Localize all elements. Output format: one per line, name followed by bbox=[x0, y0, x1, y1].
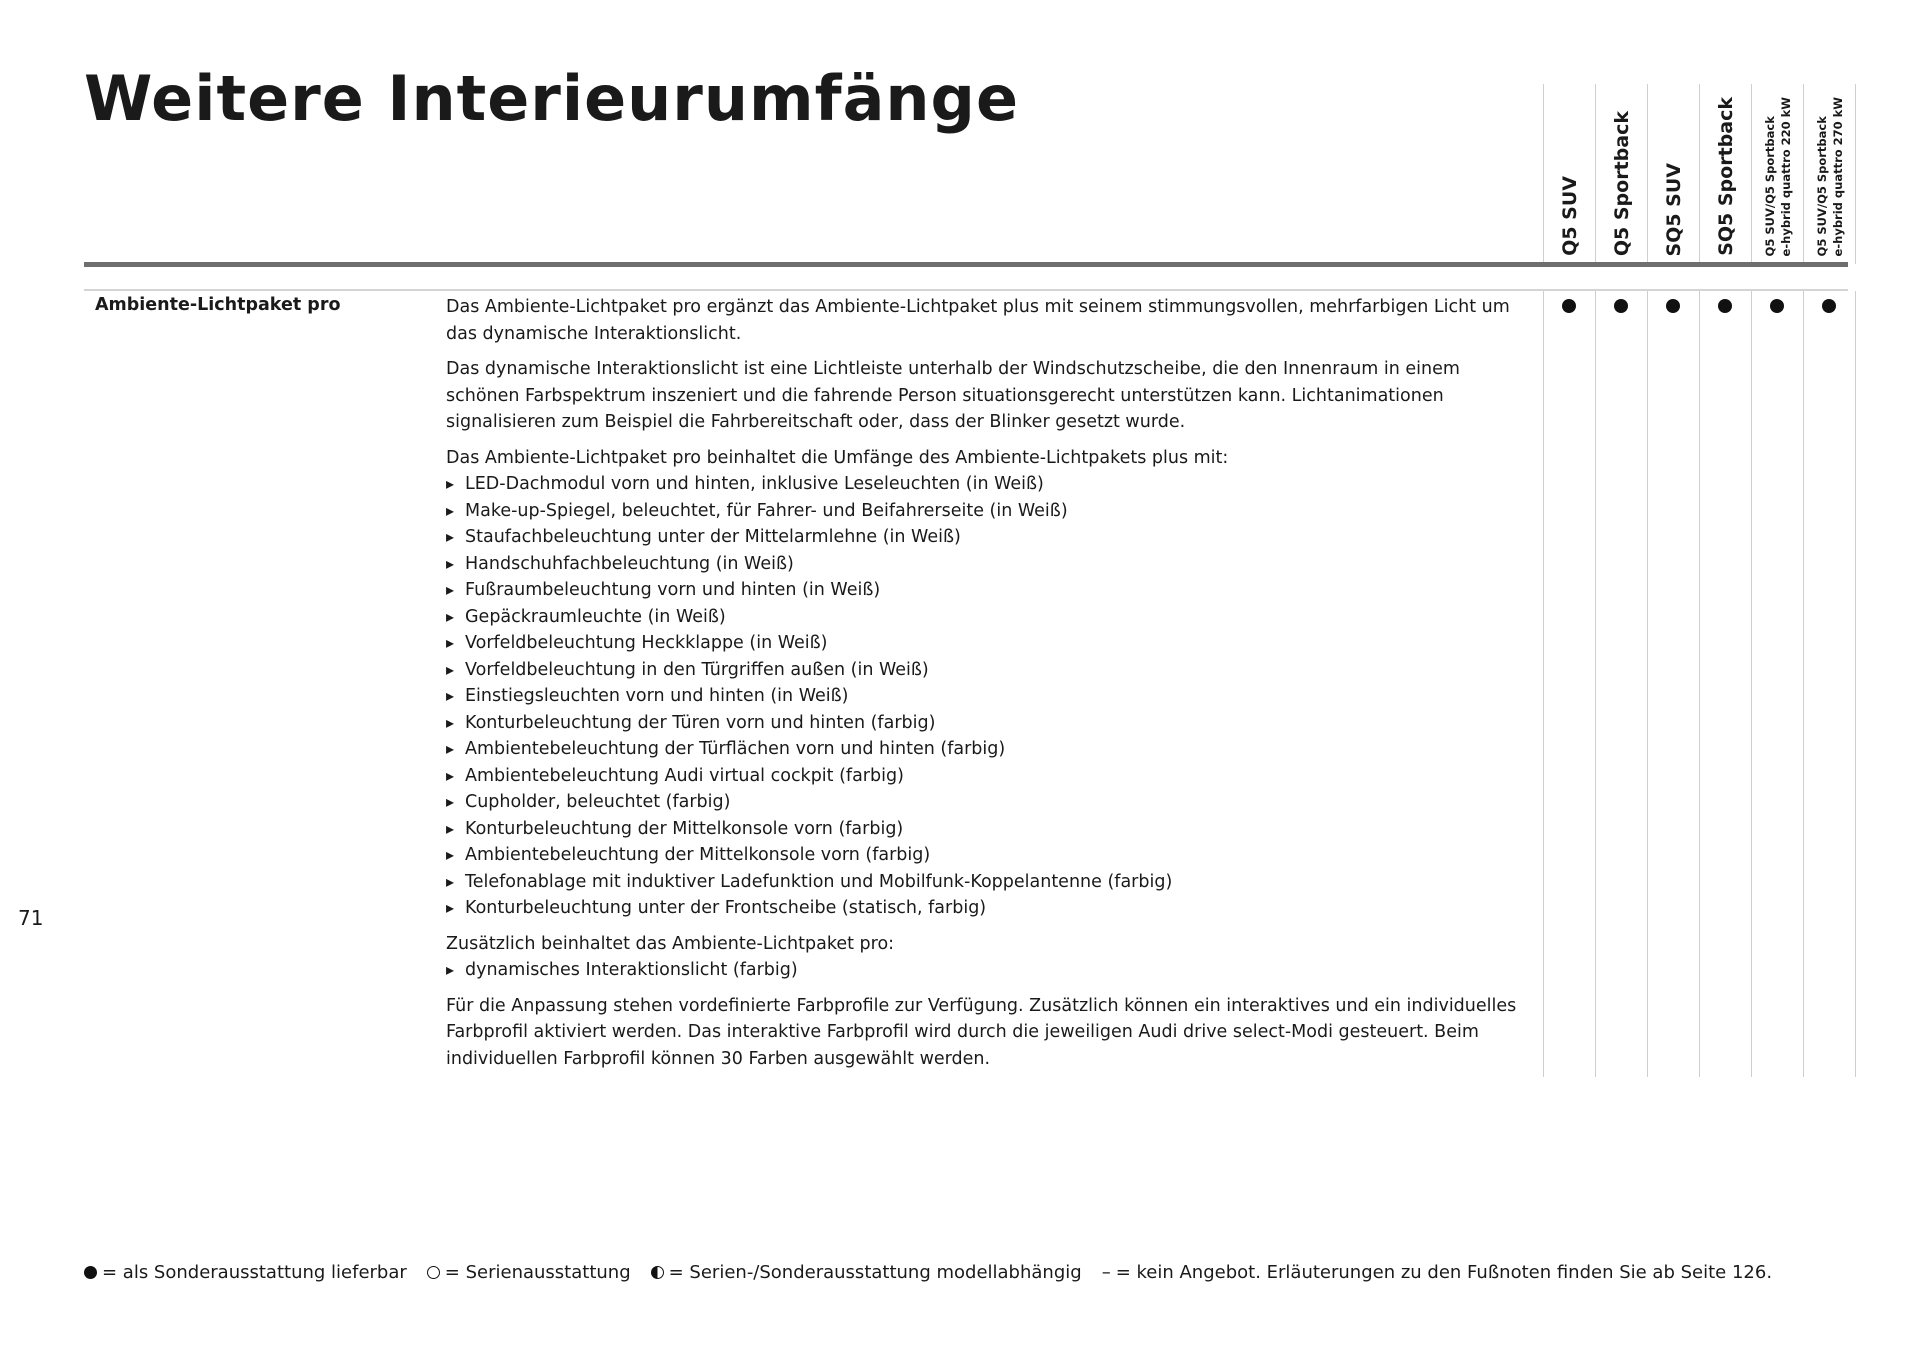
additional-intro: Zusätzlich beinhaltet das Ambiente-Lichtpaket pro: bbox=[446, 933, 895, 954]
availability-dot-sq5-suv bbox=[1666, 299, 1680, 313]
column-divider bbox=[1855, 291, 1856, 1077]
list-item: ▸ Staufachbeleuchtung unter der Mittelarmlehne (in Weiß) bbox=[446, 524, 1528, 551]
closing-paragraph: Für die Anpassung stehen vordefinierte Farbprofile zur Verfügung. Zusätzlich können ein interaktives und ein individuelles Farbprofil aktiviert werden. Das interaktive Farbprofil wird durch die jeweiligen Audi drive select-Modi gesteuert. Beim individuellen Farbprofil können 30 Farben ausgewählt werden. bbox=[446, 995, 1517, 1069]
availability-dot-q5-sportback bbox=[1614, 299, 1628, 313]
dash-icon: – bbox=[1101, 1262, 1111, 1283]
column-label: Q5 SUV/Q5 Sportback e-hybrid quattro 270 kW bbox=[1815, 96, 1845, 256]
list-item: ▸ Ambientebeleuchtung der Türflächen vorn und hinten (farbig) bbox=[446, 736, 1528, 763]
list-item: ▸ Einstiegsleuchten vorn und hinten (in Weiß) bbox=[446, 683, 1528, 710]
feature-description bbox=[446, 294, 1528, 1081]
list-item: ▸ Handschuhfachbeleuchtung (in Weiß) bbox=[446, 551, 1528, 578]
half-circle-icon bbox=[651, 1266, 664, 1279]
feature-list bbox=[446, 471, 1528, 922]
column-header-ehybrid-220 bbox=[1751, 84, 1804, 264]
list-item: ▸ Vorfeldbeleuchtung in den Türgriffen außen (in Weiß) bbox=[446, 657, 1528, 684]
availability-dot-q5-suv bbox=[1562, 299, 1576, 313]
column-divider bbox=[1699, 291, 1700, 1077]
description-paragraph: Das Ambiente-Lichtpaket pro beinhaltet die Umfänge des Ambiente-Lichtpakets plus mit: bbox=[446, 447, 1229, 468]
column-header-sq5-sportback bbox=[1699, 84, 1752, 264]
list-item: ▸ Fußraumbeleuchtung vorn und hinten (in Weiß) bbox=[446, 577, 1528, 604]
column-divider bbox=[1751, 291, 1752, 1077]
column-header-sq5-suv bbox=[1647, 84, 1700, 264]
legend-standard: = Serienausstattung bbox=[427, 1262, 631, 1283]
availability-dot-sq5-sportback bbox=[1718, 299, 1732, 313]
column-header-q5-suv bbox=[1543, 84, 1596, 264]
list-item: ▸ Ambientebeleuchtung Audi virtual cockpit (farbig) bbox=[446, 763, 1528, 790]
page-number: 71 bbox=[18, 906, 44, 930]
header-divider bbox=[84, 262, 1848, 267]
description-paragraph: Das dynamische Interaktionslicht ist eine Lichtleiste unterhalb der Windschutzscheibe, die den Innenraum in einem schönen Farbspektrum inszeniert und die fahrende Person situationsgerecht unterstützen kann. Lichtanimationen signalisieren zum Beispiel die Fahrbereitschaft oder, dass der Blinker gesetzt wurde. bbox=[446, 359, 1460, 432]
filled-circle-icon bbox=[84, 1266, 97, 1279]
column-divider bbox=[1595, 291, 1596, 1077]
list-item: ▸ dynamisches Interaktionslicht (farbig) bbox=[446, 957, 1528, 984]
legend-optional: = als Sonderausstattung lieferbar bbox=[84, 1262, 407, 1283]
column-header-q5-sportback bbox=[1595, 84, 1648, 264]
column-label: Q5 Sportback bbox=[1611, 110, 1633, 256]
legend bbox=[84, 1262, 1792, 1283]
list-item: ▸ Konturbeleuchtung der Mittelkonsole vorn (farbig) bbox=[446, 816, 1528, 843]
row-divider bbox=[84, 289, 1848, 291]
column-divider bbox=[1543, 291, 1544, 1077]
legend-model-dependent: = Serien-/Sonderausstattung modellabhängig bbox=[651, 1262, 1082, 1283]
column-label: SQ5 SUV bbox=[1663, 162, 1685, 256]
list-item: ▸ Konturbeleuchtung der Türen vorn und hinten (farbig) bbox=[446, 710, 1528, 737]
list-item: ▸ LED-Dachmodul vorn und hinten, inklusive Leseleuchten (in Weiß) bbox=[446, 471, 1528, 498]
list-item: ▸ Make-up-Spiegel, beleuchtet, für Fahrer- und Beifahrerseite (in Weiß) bbox=[446, 498, 1528, 525]
column-divider bbox=[1647, 291, 1648, 1077]
column-label: Q5 SUV bbox=[1559, 176, 1581, 256]
column-header-ehybrid-270 bbox=[1803, 84, 1856, 264]
additional-list bbox=[446, 957, 1528, 984]
availability-dot-ehybrid-220 bbox=[1770, 299, 1784, 313]
list-item: ▸ Cupholder, beleuchtet (farbig) bbox=[446, 789, 1528, 816]
column-label: SQ5 Sportback bbox=[1715, 97, 1737, 256]
list-item: ▸ Gepäckraumleuchte (in Weiß) bbox=[446, 604, 1528, 631]
column-header-edge bbox=[1855, 84, 1856, 264]
legend-none: – = kein Angebot. Erläuterungen zu den Fußnoten finden Sie ab Seite 126. bbox=[1101, 1262, 1773, 1283]
open-circle-icon bbox=[427, 1266, 440, 1279]
page-title: Weitere Interieurumfänge bbox=[84, 62, 1019, 135]
description-paragraph: Das Ambiente-Lichtpaket pro ergänzt das Ambiente-Lichtpaket plus mit seinem stimmungsvollen, mehrfarbigen Licht um das dynamische Interaktionslicht. bbox=[446, 297, 1510, 344]
list-item: ▸ Telefonablage mit induktiver Ladefunktion und Mobilfunk-Koppelantenne (farbig) bbox=[446, 869, 1528, 896]
availability-dot-ehybrid-270 bbox=[1822, 299, 1836, 313]
column-divider bbox=[1803, 291, 1804, 1077]
feature-name: Ambiente-Lichtpaket pro bbox=[95, 295, 341, 315]
list-item: ▸ Ambientebeleuchtung der Mittelkonsole vorn (farbig) bbox=[446, 842, 1528, 869]
list-item: ▸ Konturbeleuchtung unter der Frontscheibe (statisch, farbig) bbox=[446, 895, 1528, 922]
column-label: Q5 SUV/Q5 Sportback e-hybrid quattro 220 kW bbox=[1763, 96, 1793, 256]
list-item: ▸ Vorfeldbeleuchtung Heckklappe (in Weiß) bbox=[446, 630, 1528, 657]
